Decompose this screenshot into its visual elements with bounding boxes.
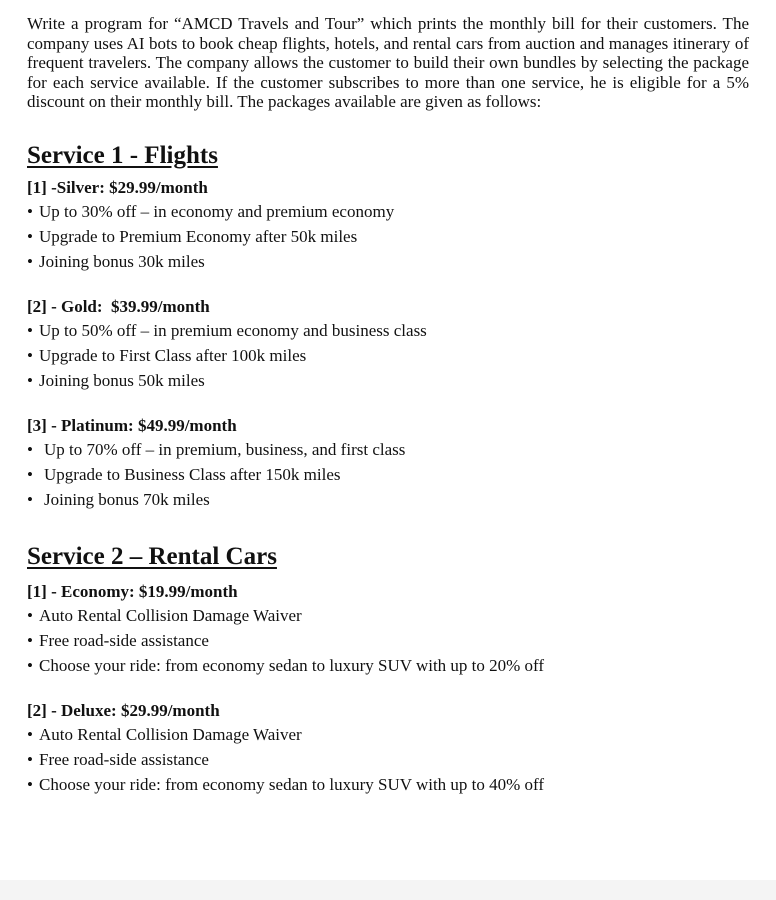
feature-text: Joining bonus 70k miles <box>44 489 210 509</box>
intro-paragraph: Write a program for “AMCD Travels and Tour” which prints the monthly bill for their customers. The company uses AI bots to book cheap flights, hotels, and rental cars from auction and manages itinerary of frequent travelers. The company allows the customer to build their own bundles by selecting the package for each service available. If the customer subscribes to more than one service, he is eligible for a 5% discount on their monthly bill. The packages available are given as follows: <box>27 14 749 112</box>
feature-text: Choose your ride: from economy sedan to luxury SUV with up to 20% off <box>39 655 545 675</box>
package-feature-list <box>27 722 749 797</box>
package-title: [1] -Silver: $29.99/month <box>27 177 208 197</box>
list-item <box>27 653 749 678</box>
feature-text: Upgrade to Premium Economy after 50k miles <box>39 226 358 246</box>
list-item <box>27 318 749 343</box>
bullet-icon: • <box>27 251 33 271</box>
bullet-icon: • <box>27 774 33 794</box>
bullet-icon: • <box>27 605 33 625</box>
service-2-heading: Service 2 – Rental Cars <box>27 542 277 570</box>
package-deluxe <box>27 700 749 797</box>
bullet-icon: • <box>27 439 33 459</box>
package-platinum <box>27 415 749 512</box>
feature-text: Upgrade to Business Class after 150k miles <box>44 464 341 484</box>
list-item <box>27 747 749 772</box>
package-title: [2] - Deluxe: $29.99/month <box>27 700 220 720</box>
package-feature-list <box>27 318 749 393</box>
list-item <box>27 772 749 797</box>
package-gold <box>27 296 749 393</box>
document-content <box>27 14 749 797</box>
list-item <box>27 224 749 249</box>
list-item <box>27 249 749 274</box>
package-title: [2] - Gold: $39.99/month <box>27 296 210 316</box>
feature-text: Joining bonus 30k miles <box>39 251 205 271</box>
bullet-icon: • <box>27 464 33 484</box>
bullet-icon: • <box>27 201 33 221</box>
list-item <box>27 603 749 628</box>
bullet-icon: • <box>27 370 33 390</box>
package-feature-list <box>27 199 749 274</box>
feature-text: Joining bonus 50k miles <box>39 370 205 390</box>
bullet-icon: • <box>27 226 33 246</box>
list-item <box>27 722 749 747</box>
package-title: [3] - Platinum: $49.99/month <box>27 415 237 435</box>
bullet-icon: • <box>27 320 33 340</box>
bullet-icon: • <box>27 655 33 675</box>
feature-text: Up to 50% off – in premium economy and business class <box>39 320 427 340</box>
package-title: [1] - Economy: $19.99/month <box>27 581 238 601</box>
list-item <box>27 368 749 393</box>
package-feature-list <box>27 603 749 678</box>
package-silver <box>27 177 749 274</box>
list-item <box>27 628 749 653</box>
bullet-icon: • <box>27 630 33 650</box>
list-item <box>27 462 749 487</box>
feature-text: Upgrade to First Class after 100k miles <box>39 345 307 365</box>
bullet-icon: • <box>27 724 33 744</box>
list-item <box>27 437 749 462</box>
feature-text: Auto Rental Collision Damage Waiver <box>39 724 302 744</box>
package-feature-list <box>27 437 749 512</box>
bullet-icon: • <box>27 489 33 509</box>
feature-text: Choose your ride: from economy sedan to luxury SUV with up to 40% off <box>39 774 545 794</box>
list-item <box>27 343 749 368</box>
list-item <box>27 487 749 512</box>
package-economy <box>27 581 749 678</box>
service-1-heading: Service 1 - Flights <box>27 141 218 169</box>
feature-text: Auto Rental Collision Damage Waiver <box>39 605 302 625</box>
list-item <box>27 199 749 224</box>
page-bottom-margin <box>0 880 776 900</box>
feature-text: Free road-side assistance <box>39 749 209 769</box>
bullet-icon: • <box>27 749 33 769</box>
bullet-icon: • <box>27 345 33 365</box>
feature-text: Up to 30% off – in economy and premium economy <box>39 201 395 221</box>
feature-text: Free road-side assistance <box>39 630 209 650</box>
feature-text: Up to 70% off – in premium, business, and first class <box>44 439 406 459</box>
